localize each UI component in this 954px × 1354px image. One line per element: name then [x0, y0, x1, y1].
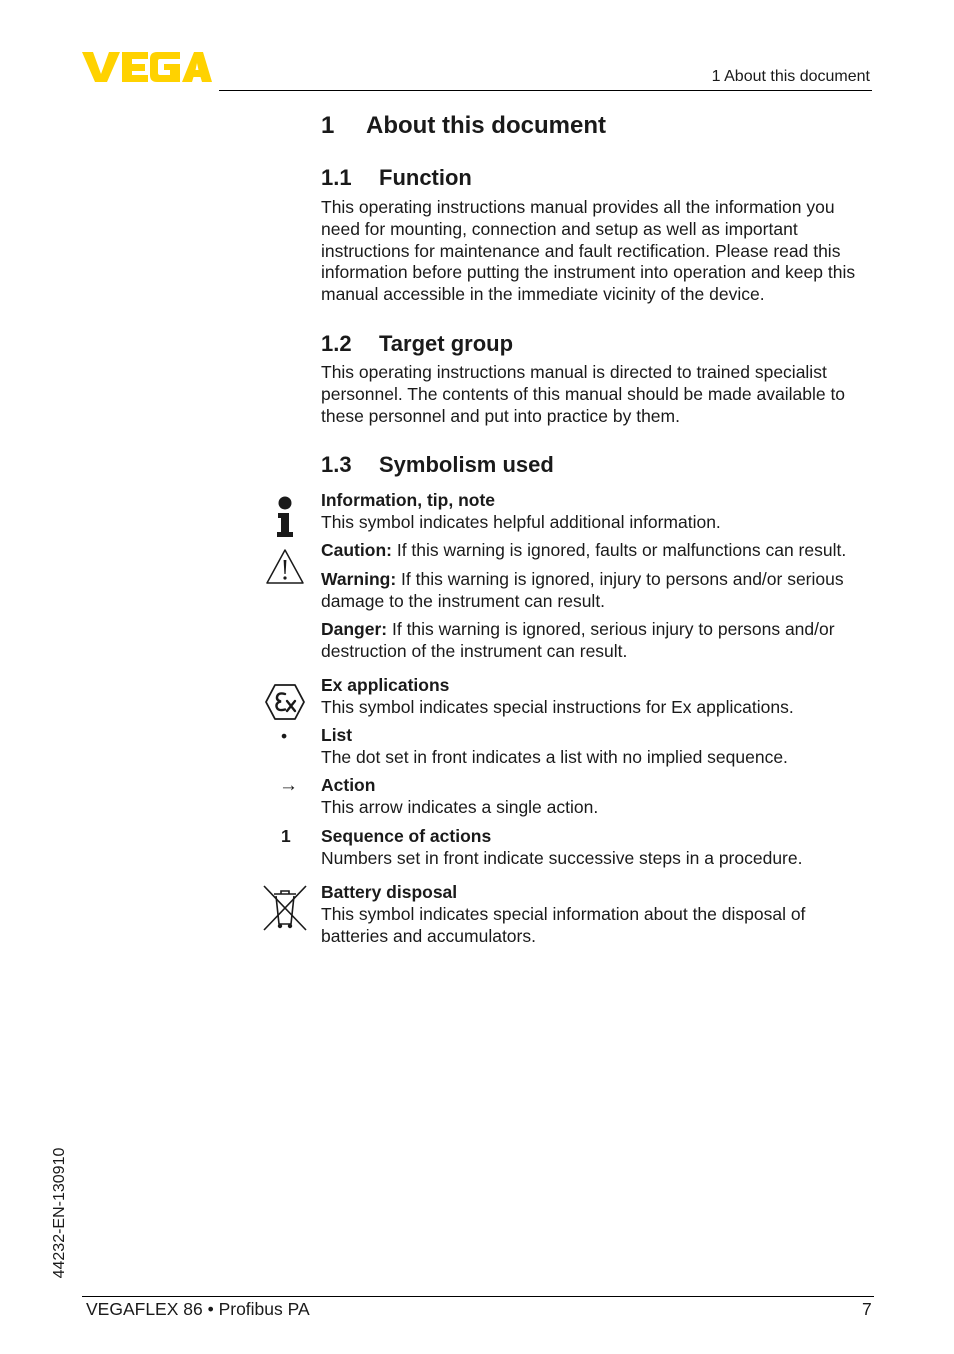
caution-entry: [321, 540, 876, 562]
section-heading-target-group: [321, 331, 513, 357]
warning-text: If this warning is ignored, injury to persons and/or serious damage to the instrument can result.: [321, 569, 844, 611]
action-symbol-title: Action: [321, 775, 376, 795]
function-paragraph: This operating instructions manual provides all the information you need for mounting, connection and setup as well as important instructions for maintenance and fault rectification. Please read this information before putting the instrument into operation and keep this manual accessible in the immediate vicinity of the device.: [321, 197, 856, 305]
vega-logo: [82, 50, 212, 84]
danger-entry: [321, 619, 876, 663]
battery-symbol-title: Battery disposal: [321, 882, 458, 902]
list-bullet-icon: •: [281, 726, 288, 746]
section-title: Function: [379, 165, 472, 190]
battery-symbol-text: This symbol indicates special information about the disposal of batteries and accumulators.: [321, 903, 806, 946]
section-heading-symbolism: [321, 452, 554, 478]
target-group-paragraph: This operating instructions manual is directed to trained specialist personnel. The contents of this manual should be made available to these personnel and put into practice by them.: [321, 362, 846, 426]
section-title: Target group: [379, 331, 514, 356]
section-heading-function: [321, 165, 472, 191]
danger-label: Danger:: [321, 619, 388, 639]
section-title: Symbolism used: [379, 452, 554, 477]
document-id: 44232-EN-130910: [51, 1147, 68, 1279]
footer-rule: [82, 1296, 874, 1297]
warning-label: Warning:: [321, 569, 397, 589]
list-symbol-entry: [321, 725, 876, 769]
caution-text: If this warning is ignored, faults or malfunctions can result.: [391, 540, 847, 560]
chapter-number: 1: [321, 112, 335, 139]
sequence-number-marker: 1: [281, 826, 291, 846]
chapter-title-text: About this document: [366, 112, 606, 139]
sequence-symbol-text: Numbers set in front indicate successive steps in a procedure.: [321, 847, 803, 868]
ex-hexagon-icon: [264, 683, 306, 721]
info-symbol-entry: [321, 490, 876, 534]
info-symbol-text: This symbol indicates helpful additional information.: [321, 511, 721, 532]
caution-label: Caution:: [321, 540, 392, 560]
ex-symbol-title: Ex applications: [321, 675, 450, 695]
ex-symbol-text: This symbol indicates special instructions for Ex applications.: [321, 696, 794, 717]
ex-symbol-entry: [321, 675, 876, 719]
page-number: 7: [862, 1299, 872, 1319]
section-number: 1.3: [321, 452, 352, 477]
header-section-label: 1 About this document: [711, 68, 870, 85]
list-symbol-text: The dot set in front indicates a list with no implied sequence.: [321, 746, 788, 767]
action-symbol-entry: [321, 775, 876, 819]
sequence-symbol-entry: [321, 826, 876, 870]
chapter-title: [321, 112, 606, 140]
warning-entry: [321, 569, 876, 613]
section-number: 1.1: [321, 165, 352, 190]
battery-symbol-entry: [321, 882, 876, 947]
sequence-symbol-title: Sequence of actions: [321, 826, 492, 846]
list-symbol-title: List: [321, 725, 353, 745]
crossed-out-bin-icon: [262, 884, 308, 932]
info-symbol-title: Information, tip, note: [321, 490, 496, 510]
danger-text: If this warning is ignored, serious injury to persons and/or destruction of the instrument can result.: [321, 619, 835, 661]
action-arrow-icon: →: [279, 775, 298, 796]
header-rule: [219, 90, 872, 91]
footer-product: VEGAFLEX 86 • Profibus PA: [86, 1299, 310, 1319]
action-symbol-text: This arrow indicates a single action.: [321, 796, 599, 817]
section-number: 1.2: [321, 331, 352, 356]
warning-triangle-icon: [265, 548, 305, 586]
info-icon: [274, 496, 296, 538]
